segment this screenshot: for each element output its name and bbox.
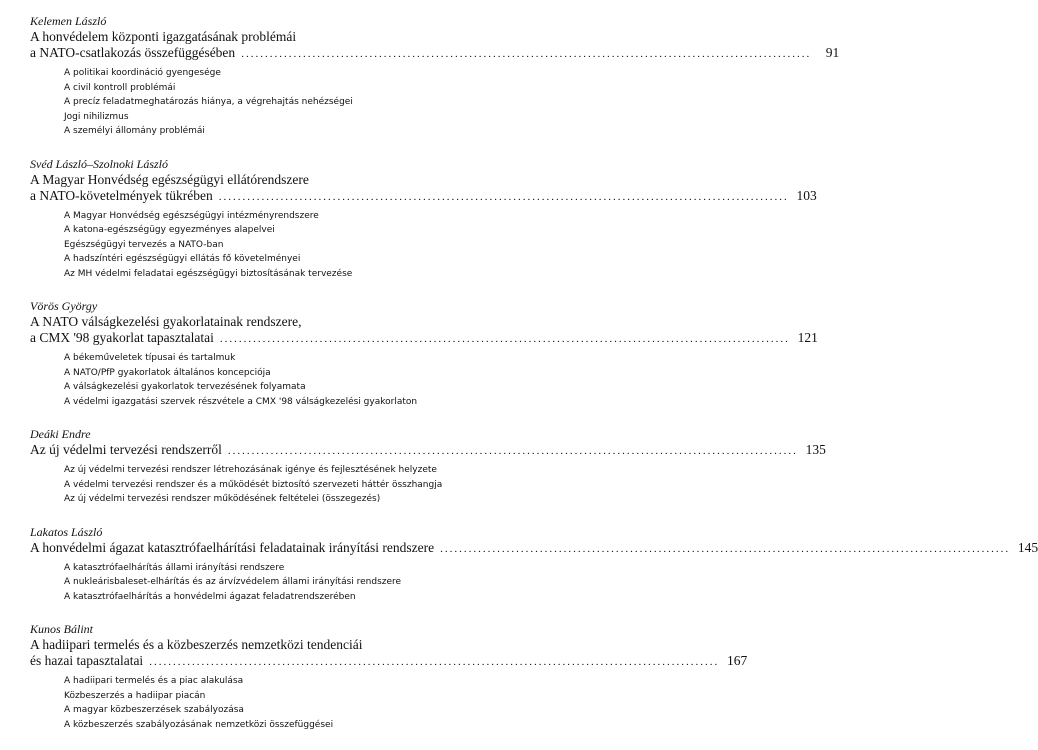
entry-page-number: 135 — [805, 442, 826, 457]
leader-dots: ........................................................................................................................ — [219, 333, 790, 345]
subsection-item: Az új védelmi tervezési rendszer működésének feltételei (összegezés) — [64, 494, 381, 504]
toc-entry — [30, 156, 817, 282]
entry-title-text: és hazai tapasztalatai — [30, 653, 144, 668]
subsection-item: A katasztrófaelhárítás a honvédelmi ágazat feladatrendszerében — [64, 591, 356, 602]
entry-title-last-line — [30, 539, 1038, 557]
subsection-item: A nukleárisbaleset-elhárítás és az árvízvédelem állami irányítási rendszere — [64, 577, 402, 587]
entry-author: Svéd László–Szolnoki László — [30, 156, 169, 171]
subsection-item: A válságkezelési gyakorlatok tervezésének folyamata — [64, 382, 306, 392]
entry-title-last-line — [30, 330, 818, 347]
entry-title-line: A Magyar Honvédség egészségügyi ellátórendszere — [30, 171, 309, 187]
subsection-item: A Magyar Honvédség egészségügyi intézményrendszere — [64, 210, 319, 221]
subsection-item: A politikai koordináció gyengesége — [64, 68, 221, 78]
subsection-item: A hadszíntéri egészségügyi ellátás fő követelményei — [64, 254, 301, 264]
subsection-list — [30, 66, 488, 139]
subsection-item: A katona-egészségügy egyezményes alapelvei — [64, 225, 275, 235]
subsection-list — [30, 561, 488, 605]
table-of-contents — [30, 14, 1038, 750]
entry-title-text: a NATO-követelmények tükrében — [30, 187, 213, 203]
entry-author: Kelemen László — [30, 14, 107, 28]
leader-dots: ........................................................................................................................ — [241, 48, 812, 60]
entry-title-last-line — [30, 45, 840, 62]
entry-title-text: a NATO-csatlakozás összefüggésében — [30, 45, 236, 60]
toc-entry — [30, 427, 826, 507]
leader-dots: ........................................................................................................................ — [149, 656, 720, 668]
entry-page-number: 167 — [726, 653, 748, 668]
entry-author: Vörös György — [30, 299, 98, 313]
entry-page-number: 145 — [1017, 539, 1038, 555]
entry-page-number: 91 — [825, 45, 840, 60]
subsection-item: A védelmi tervezési rendszer és a működését biztosító szervezeti háttér összhangja — [64, 479, 443, 490]
subsection-list — [30, 209, 488, 282]
entry-title-last-line — [30, 442, 826, 459]
entry-author: Deáki Endre — [30, 427, 91, 441]
subsection-item: Az új védelmi tervezési rendszer létrehozásának igénye és fejlesztésének helyzete — [64, 465, 437, 475]
subsection-list — [30, 351, 488, 409]
subsection-item: A NATO/PfP gyakorlatok általános koncepciója — [64, 367, 271, 378]
subsection-item: A katasztrófaelhárítás állami irányítási rendszere — [64, 562, 285, 573]
subsection-list — [30, 463, 488, 507]
subsection-item: Az MH védelmi feladatai egészségügyi biztosításának tervezése — [64, 268, 353, 279]
entry-author: Kunos Bálint — [30, 622, 94, 636]
subsection-item: Egészségügyi tervezés a NATO-ban — [64, 239, 224, 250]
subsection-item: A békeműveletek típusai és tartalmuk — [64, 353, 236, 363]
toc-entry — [30, 622, 748, 732]
toc-entry — [30, 524, 1038, 605]
entry-title-line: A honvédelem központi igazgatásának problémái — [30, 29, 297, 44]
entry-page-number: 103 — [796, 187, 817, 203]
subsection-item: A személyi állomány problémái — [64, 126, 205, 136]
entry-title-line: A NATO válságkezelési gyakorlatainak rendszere, — [30, 314, 302, 329]
entry-page-number: 121 — [797, 330, 818, 345]
leader-dots: ........................................................................................................................ — [440, 542, 1011, 555]
entry-title-last-line — [30, 187, 817, 205]
entry-title-text: Az új védelmi tervezési rendszerről — [30, 442, 222, 457]
subsection-list — [30, 674, 488, 732]
subsection-item: A precíz feladatmeghatározás hiánya, a végrehajtás nehézségei — [64, 97, 353, 107]
subsection-item: A hadiipari termelés és a piac alakulása — [64, 676, 244, 686]
entry-title-last-line — [30, 653, 748, 670]
subsection-item: A védelmi igazgatási szervek részvétele a CMX '98 válságkezelési gyakorlaton — [64, 396, 418, 407]
subsection-item: Közbeszerzés a hadiipar piacán — [64, 690, 206, 701]
subsection-item: Jogi nihilizmus — [64, 111, 129, 122]
leader-dots: ........................................................................................................................ — [218, 190, 789, 203]
entry-title-text: a CMX '98 gyakorlat tapasztalatai — [30, 330, 214, 345]
subsection-item: A magyar közbeszerzések szabályozása — [64, 705, 244, 715]
entry-title-line: A hadiipari termelés és a közbeszerzés nemzetközi tendenciái — [30, 637, 363, 652]
entry-title-text: A honvédelmi ágazat katasztrófaelhárítási feladatainak irányítási rendszere — [30, 539, 435, 555]
subsection-item: A közbeszerzés szabályozásának nemzetközi összefüggései — [64, 719, 334, 730]
leader-dots: ........................................................................................................................ — [227, 445, 798, 457]
toc-entry — [30, 299, 818, 409]
entry-author: Lakatos László — [30, 524, 103, 539]
subsection-item: A civil kontroll problémái — [64, 82, 176, 93]
toc-entry — [30, 14, 840, 139]
